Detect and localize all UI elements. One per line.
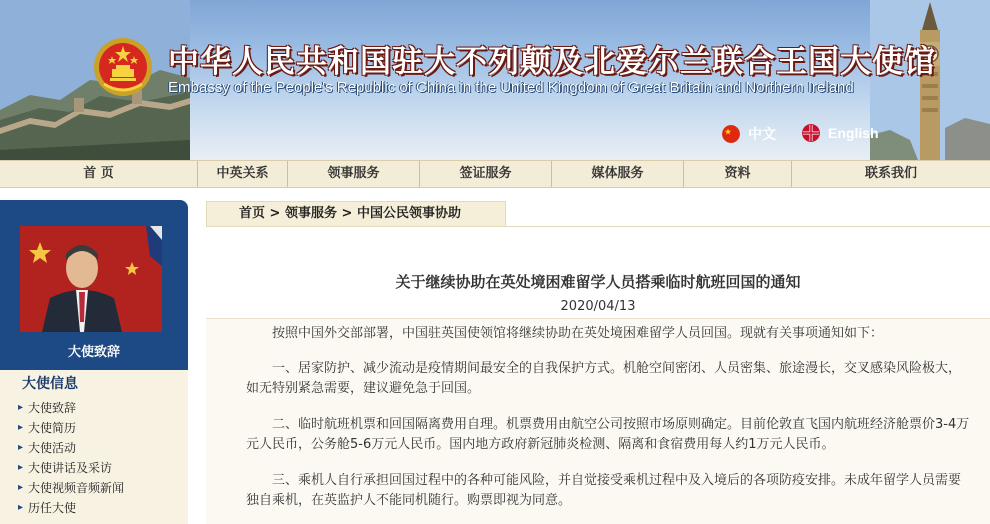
nav-item-visa-services[interactable]: 签证服务 bbox=[420, 161, 552, 187]
article-paragraph: 三、乘机人自行承担回国过程中的各种可能风险，并自觉接受乘机过程中及入境后的各项防疫安排。未成年留学人员需要独自乘机，在英监护人不能同机随行。购票即视为同意。 bbox=[246, 473, 962, 508]
embassy-title-english: Embassy of the People's Republic of China in the United Kingdom of Great Britain and Northern Ireland bbox=[168, 79, 854, 96]
ambassador-info-heading: 大使信息 bbox=[0, 366, 188, 398]
sidebar-item-ambassador-speech[interactable]: ▸ 大使致辞 bbox=[0, 398, 188, 418]
national-emblem-icon bbox=[92, 36, 154, 98]
sidebar-item-video-audio-news[interactable]: ▸ 大使视频音频新闻 bbox=[0, 478, 188, 498]
china-flag-icon bbox=[722, 125, 740, 143]
breadcrumb bbox=[206, 201, 506, 227]
sidebar bbox=[0, 200, 188, 524]
article-date: 2020/04/13 bbox=[560, 299, 636, 314]
ambassador-photo[interactable] bbox=[20, 226, 162, 332]
language-english-link[interactable] bbox=[802, 124, 879, 142]
ambassador-info-section bbox=[0, 366, 188, 524]
breadcrumb-separator: > bbox=[265, 206, 285, 221]
article-title: 关于继续协助在英处境困难留学人员搭乘临时航班回国的通知 bbox=[395, 273, 801, 291]
sidebar-item-ambassador-bio[interactable]: ▸ 大使简历 bbox=[0, 418, 188, 438]
language-chinese-label: 中文 bbox=[748, 127, 776, 143]
breadcrumb-home-link[interactable]: 首页 bbox=[239, 206, 266, 221]
uk-flag-icon bbox=[802, 124, 820, 142]
nav-item-consular-services[interactable]: 领事服务 bbox=[288, 161, 420, 187]
article-paragraph: 按照中国外交部部署，中国驻英国使领馆将继续协助在英处境困难留学人员回国。现就有关事项通知如下： bbox=[272, 326, 884, 341]
nav-item-media-services[interactable]: 媒体服务 bbox=[552, 161, 684, 187]
content-divider bbox=[206, 226, 990, 227]
nav-item-home[interactable]: 首 页 bbox=[0, 161, 198, 187]
article-paragraph: 一、居家防护、减少流动是疫情期间最安全的自我保护方式。机舱空间密闭、人员密集、旅途漫长，交叉感染风险极大，如无特别紧急需要，建议避免急于回国。 bbox=[246, 361, 962, 396]
language-chinese-link[interactable] bbox=[722, 124, 776, 144]
ambassador-info-list bbox=[0, 398, 188, 518]
main-nav bbox=[0, 160, 990, 188]
nav-item-china-uk-relations[interactable]: 中英关系 bbox=[198, 161, 288, 187]
breadcrumb-separator: > bbox=[336, 206, 357, 221]
ambassador-speech-caption[interactable]: 大使致辞 bbox=[67, 345, 120, 360]
sidebar-item-former-ambassadors[interactable]: ▸ 历任大使 bbox=[0, 498, 188, 518]
nav-item-resources[interactable]: 资料 bbox=[684, 161, 792, 187]
breadcrumb-consular-link[interactable]: 领事服务 bbox=[284, 206, 337, 221]
embassy-title-chinese: 中华人民共和国驻大不列颠及北爱尔兰联合王国大使馆 bbox=[168, 44, 936, 80]
language-english-label: English bbox=[828, 125, 879, 141]
article-body bbox=[206, 318, 990, 524]
header-banner bbox=[0, 0, 990, 160]
nav-item-contact-us[interactable]: 联系我们 bbox=[864, 166, 917, 181]
sidebar-item-ambassador-activities[interactable]: ▸ 大使活动 bbox=[0, 438, 188, 458]
breadcrumb-current-page[interactable]: 中国公民领事协助 bbox=[356, 206, 461, 221]
article-paragraph: 二、临时航班机票和回国隔离费用自理。机票费用由航空公司按照市场原则确定。目前伦敦直飞国内航班经济舱票价3-4万元人民币，公务舱5-6万元人民币。国内地方政府新冠肺炎检测、隔离和食宿费用每人约1万元人民币。 bbox=[246, 417, 970, 452]
sidebar-item-speeches-interviews[interactable]: ▸ 大使讲话及采访 bbox=[0, 458, 188, 478]
